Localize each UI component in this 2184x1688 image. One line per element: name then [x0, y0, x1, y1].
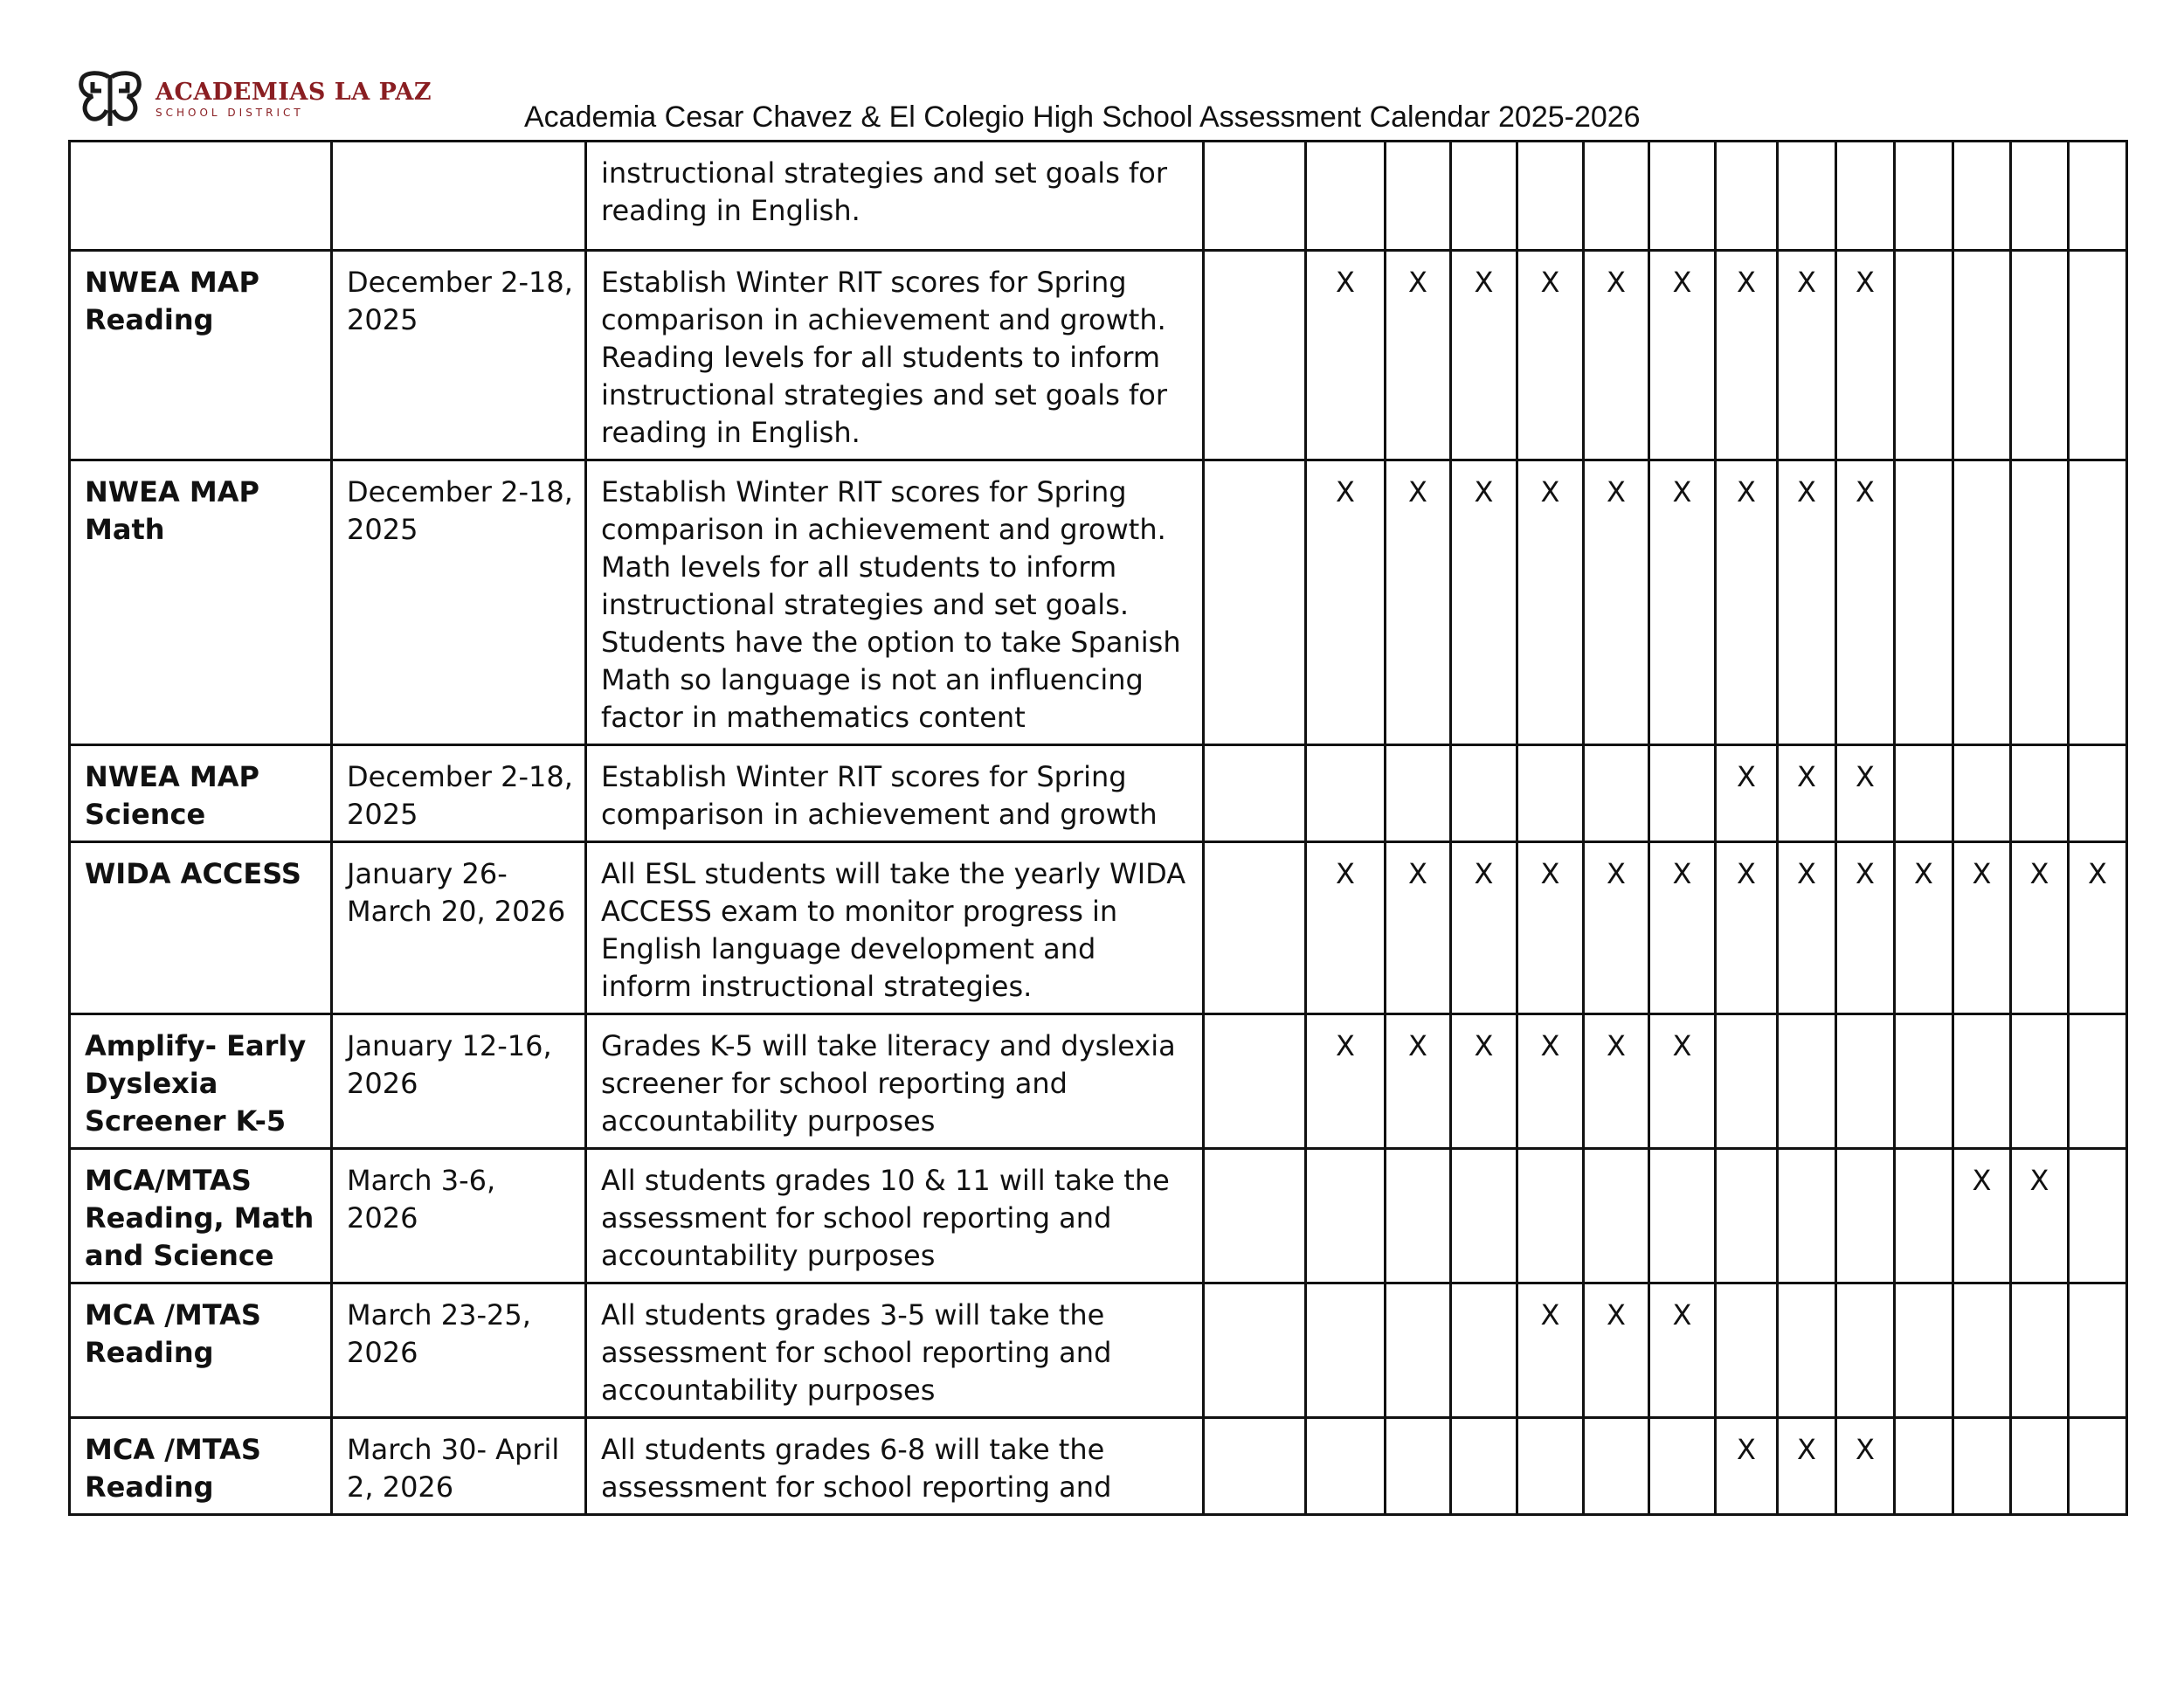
- grade-mark: X: [1836, 460, 1895, 745]
- grade-mark: [1649, 745, 1716, 842]
- logo-text: [156, 80, 432, 120]
- assessment-dates: March 30- April 2, 2026: [332, 1418, 586, 1515]
- table-row: [70, 1283, 2127, 1418]
- assessment-name: NWEA MAP Reading: [70, 251, 332, 460]
- grade-mark: X: [1584, 1014, 1649, 1149]
- grade-mark: [2011, 251, 2069, 460]
- grade-mark: [1584, 745, 1649, 842]
- grade-mark: [1895, 1283, 1953, 1418]
- grade-mark: [1517, 1418, 1584, 1515]
- assessment-purpose: Establish Winter RIT scores for Spring comparison in achievement and growth. Reading levels for all students to inform instructional strategies and set goals for reading in English.: [586, 251, 1204, 460]
- grade-mark: [1451, 1418, 1517, 1515]
- grade-mark: X: [1778, 460, 1836, 745]
- grade-mark: X: [1451, 842, 1517, 1014]
- assessment-purpose: All students grades 10 & 11 will take the assessment for school reporting and accountability purposes: [586, 1149, 1204, 1283]
- grade-mark: [2069, 745, 2127, 842]
- grade-mark: X: [1584, 460, 1649, 745]
- grade-mark: X: [1451, 1014, 1517, 1149]
- table-row: [70, 745, 2127, 842]
- table-row: [70, 460, 2127, 745]
- assessment-name: MCA/MTAS Reading, Math and Science: [70, 1149, 332, 1283]
- grade-mark: X: [1451, 251, 1517, 460]
- grade-mark: [1451, 142, 1517, 251]
- grade-mark: X: [2011, 1149, 2069, 1283]
- grade-mark: [1204, 745, 1306, 842]
- assessment-dates: December 2-18, 2025: [332, 251, 586, 460]
- grade-mark: [1716, 1283, 1778, 1418]
- table-row: [70, 251, 2127, 460]
- table-row: [70, 1149, 2127, 1283]
- grade-mark: [2069, 1283, 2127, 1418]
- continued-row: [70, 142, 2127, 251]
- grade-mark: [1716, 1149, 1778, 1283]
- grade-mark: [1836, 1283, 1895, 1418]
- grade-mark: [1895, 460, 1953, 745]
- assessment-dates: December 2-18, 2025: [332, 460, 586, 745]
- grade-mark: [1306, 1149, 1386, 1283]
- grade-mark: X: [1386, 842, 1451, 1014]
- assessment-name: NWEA MAP Science: [70, 745, 332, 842]
- grade-mark: [1204, 251, 1306, 460]
- grade-mark: X: [1386, 1014, 1451, 1149]
- grade-mark: [1649, 1418, 1716, 1515]
- grade-mark: [2011, 1418, 2069, 1515]
- grade-mark: [1584, 1418, 1649, 1515]
- table-row: [70, 1014, 2127, 1149]
- grade-mark: [1895, 1418, 1953, 1515]
- grade-mark: X: [1716, 251, 1778, 460]
- assessment-purpose: Grades K-5 will take literacy and dyslexia screener for school reporting and accountability purposes: [586, 1014, 1204, 1149]
- grade-mark: [1778, 1283, 1836, 1418]
- grade-mark: X: [2069, 842, 2127, 1014]
- grade-mark: [1204, 142, 1306, 251]
- assessment-purpose: All students grades 3-5 will take the assessment for school reporting and accountability purposes: [586, 1283, 1204, 1418]
- grade-mark: [2011, 1014, 2069, 1149]
- grade-mark: X: [1517, 1283, 1584, 1418]
- grade-mark: [2069, 251, 2127, 460]
- grade-mark: [2011, 745, 2069, 842]
- grade-mark: [1386, 1418, 1451, 1515]
- assessment-name: Amplify- Early Dyslexia Screener K-5: [70, 1014, 332, 1149]
- grade-mark: X: [1649, 460, 1716, 745]
- grade-mark: X: [1716, 842, 1778, 1014]
- grade-mark: X: [1836, 842, 1895, 1014]
- grade-mark: [1836, 1014, 1895, 1149]
- calendar-body: [70, 142, 2127, 1515]
- assessment-dates: [332, 142, 586, 251]
- grade-mark: [2069, 1014, 2127, 1149]
- grade-mark: [1306, 1283, 1386, 1418]
- page-title: Academia Cesar Chavez & El Colegio High School Assessment Calendar 2025-2026: [524, 100, 1641, 134]
- assessment-purpose: All students grades 6-8 will take the assessment for school reporting and: [586, 1418, 1204, 1515]
- grade-mark: [2011, 1283, 2069, 1418]
- grade-mark: X: [1517, 842, 1584, 1014]
- grade-mark: [1953, 1014, 2011, 1149]
- assessment-dates: December 2-18, 2025: [332, 745, 586, 842]
- grade-mark: X: [1306, 251, 1386, 460]
- grade-mark: X: [1517, 251, 1584, 460]
- grade-mark: [1778, 1149, 1836, 1283]
- assessment-name: WIDA ACCESS: [70, 842, 332, 1014]
- grade-mark: X: [1306, 842, 1386, 1014]
- grade-mark: [1306, 1418, 1386, 1515]
- grade-mark: [1649, 142, 1716, 251]
- grade-mark: X: [1778, 745, 1836, 842]
- grade-mark: [1517, 142, 1584, 251]
- grade-mark: X: [1649, 1014, 1716, 1149]
- grade-mark: [1584, 142, 1649, 251]
- grade-mark: [1778, 1014, 1836, 1149]
- grade-mark: [2069, 1149, 2127, 1283]
- grade-mark: [1953, 745, 2011, 842]
- assessment-purpose: Establish Winter RIT scores for Spring comparison in achievement and growth. Math levels for all students to inform instructional strategies and set goals. Students have the option to take Spanish Math so language is not an influencing factor in mathematics content: [586, 460, 1204, 745]
- grade-mark: [1386, 1283, 1451, 1418]
- grade-mark: [1953, 460, 2011, 745]
- grade-mark: X: [1778, 1418, 1836, 1515]
- grade-mark: [1517, 1149, 1584, 1283]
- grade-mark: [1584, 1149, 1649, 1283]
- assessment-name: MCA /MTAS Reading: [70, 1418, 332, 1515]
- grade-mark: [1204, 842, 1306, 1014]
- assessment-purpose: instructional strategies and set goals for reading in English.: [586, 142, 1204, 251]
- grade-mark: X: [1451, 460, 1517, 745]
- grade-mark: [1204, 1149, 1306, 1283]
- grade-mark: X: [1953, 1149, 2011, 1283]
- grade-mark: [2069, 1418, 2127, 1515]
- assessment-dates: January 26-March 20, 2026: [332, 842, 586, 1014]
- assessment-purpose: All ESL students will take the yearly WIDA ACCESS exam to monitor progress in English language development and inform instructional strategies.: [586, 842, 1204, 1014]
- grade-mark: X: [1584, 251, 1649, 460]
- grade-mark: [1778, 142, 1836, 251]
- grade-mark: [1306, 142, 1386, 251]
- grade-mark: X: [1517, 460, 1584, 745]
- grade-mark: [1517, 745, 1584, 842]
- assessment-dates: March 3-6, 2026: [332, 1149, 586, 1283]
- grade-mark: X: [1895, 842, 1953, 1014]
- grade-mark: [1204, 460, 1306, 745]
- grade-mark: [2069, 460, 2127, 745]
- logo-name: ACADEMIAS LA PAZ: [156, 79, 432, 106]
- butterfly-logo-icon: [77, 70, 143, 129]
- grade-mark: [1953, 1418, 2011, 1515]
- grade-mark: X: [2011, 842, 2069, 1014]
- grade-mark: X: [1306, 1014, 1386, 1149]
- grade-mark: X: [1306, 460, 1386, 745]
- grade-mark: [1451, 1149, 1517, 1283]
- grade-mark: [1306, 745, 1386, 842]
- assessment-calendar-table: [68, 140, 2128, 1516]
- grade-mark: X: [1584, 842, 1649, 1014]
- grade-mark: X: [1649, 251, 1716, 460]
- grade-mark: [1895, 1149, 1953, 1283]
- assessment-dates: January 12-16, 2026: [332, 1014, 586, 1149]
- assessment-name: NWEA MAP Math: [70, 460, 332, 745]
- grade-mark: [1895, 745, 1953, 842]
- grade-mark: [1895, 251, 1953, 460]
- grade-mark: [1895, 142, 1953, 251]
- grade-mark: [1953, 142, 2011, 251]
- grade-mark: X: [1778, 842, 1836, 1014]
- grade-mark: X: [1386, 460, 1451, 745]
- grade-mark: [1204, 1283, 1306, 1418]
- grade-mark: [1716, 142, 1778, 251]
- grade-mark: [1386, 745, 1451, 842]
- grade-mark: [1451, 745, 1517, 842]
- grade-mark: [1451, 1283, 1517, 1418]
- grade-mark: [1649, 1149, 1716, 1283]
- assessment-purpose: Establish Winter RIT scores for Spring comparison in achievement and growth: [586, 745, 1204, 842]
- grade-mark: [1204, 1418, 1306, 1515]
- assessment-name: MCA /MTAS Reading: [70, 1283, 332, 1418]
- logo-subtitle: SCHOOL DISTRICT: [156, 107, 304, 119]
- grade-mark: X: [1649, 1283, 1716, 1418]
- grade-mark: [1953, 251, 2011, 460]
- grade-mark: X: [1953, 842, 2011, 1014]
- grade-mark: [1204, 1014, 1306, 1149]
- grade-mark: [1386, 1149, 1451, 1283]
- grade-mark: X: [1517, 1014, 1584, 1149]
- grade-mark: X: [1778, 251, 1836, 460]
- table-row: [70, 842, 2127, 1014]
- grade-mark: X: [1716, 460, 1778, 745]
- grade-mark: [1386, 142, 1451, 251]
- grade-mark: X: [1836, 745, 1895, 842]
- grade-mark: X: [1836, 251, 1895, 460]
- table-row: [70, 1418, 2127, 1515]
- grade-mark: [2011, 142, 2069, 251]
- grade-mark: X: [1584, 1283, 1649, 1418]
- grade-mark: [1953, 1283, 2011, 1418]
- grade-mark: [1836, 1149, 1895, 1283]
- grade-mark: [1895, 1014, 1953, 1149]
- assessment-dates: March 23-25, 2026: [332, 1283, 586, 1418]
- grade-mark: X: [1386, 251, 1451, 460]
- grade-mark: [1716, 1014, 1778, 1149]
- grade-mark: [2069, 142, 2127, 251]
- grade-mark: X: [1836, 1418, 1895, 1515]
- assessment-name: [70, 142, 332, 251]
- district-logo: [77, 70, 432, 129]
- grade-mark: X: [1716, 1418, 1778, 1515]
- grade-mark: [2011, 460, 2069, 745]
- grade-mark: [1836, 142, 1895, 251]
- grade-mark: X: [1649, 842, 1716, 1014]
- grade-mark: X: [1716, 745, 1778, 842]
